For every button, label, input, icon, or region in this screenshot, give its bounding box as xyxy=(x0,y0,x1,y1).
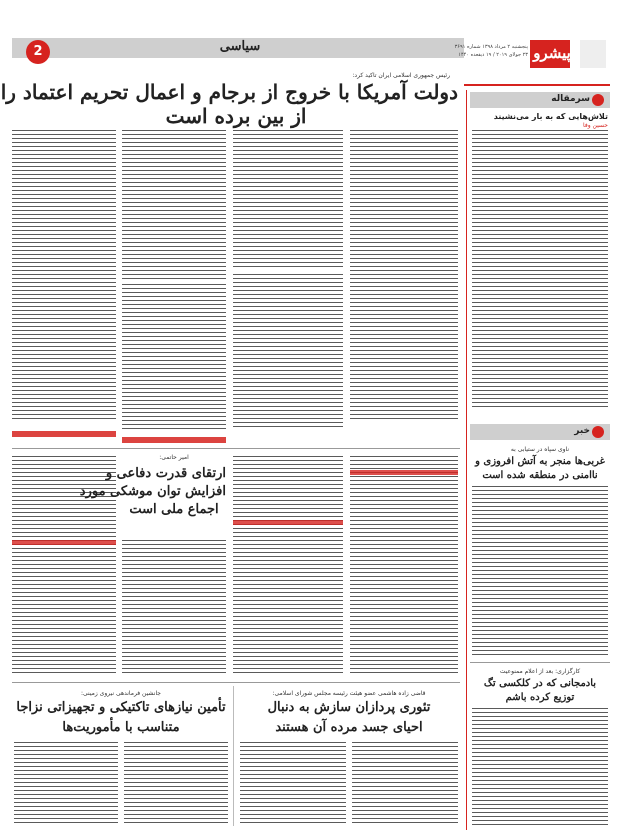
main-article-column-3b xyxy=(122,284,226,432)
side-story-1-kicker: ناوی سپاه در ستیابی به xyxy=(510,446,570,453)
editorial-author: حسین وفا xyxy=(583,122,608,129)
date-line-secondary: ۲۳ جولای ۲۰۱۹ / ۱۹ ذیقعده ۱۴۴۰ xyxy=(458,52,528,58)
red-subhead-2 xyxy=(122,437,226,443)
main-headline-line-1: دولت آمریکا با خروج از برجام و اعمال تحریم اعتماد را xyxy=(0,80,458,104)
editorial-label: سرمقاله xyxy=(551,94,590,104)
main-article-column-2 xyxy=(233,130,343,270)
bottom-column-rule xyxy=(233,686,234,826)
main-article-column-4b xyxy=(12,282,116,422)
mid-story-headline-line-2: افزایش توان موشکی مورد xyxy=(79,484,226,499)
bottom-left-column-1 xyxy=(124,742,228,826)
bottom-right-headline-line-2: احیای جسد مرده آن هستند xyxy=(275,720,423,735)
divider xyxy=(12,448,460,449)
bottom-left-kicker: جانشین فرماندهی نیروی زمینی: xyxy=(80,690,161,697)
date-line: پنجشنبه ۲ مرداد ۱۳۹۸ شماره ۳۶۹۱ xyxy=(454,44,528,50)
side-story-1-headline-line-2: ناامنی در منطقه شده است xyxy=(482,470,598,481)
side-story-1-body xyxy=(472,486,608,656)
mid-center-red-subhead xyxy=(233,520,343,525)
sidebar-divider xyxy=(470,662,610,663)
main-article-column-3 xyxy=(122,130,226,282)
news-bullet-icon xyxy=(592,426,604,438)
bottom-right-headline-line-1: تئوری پردازان سازش به دنبال xyxy=(267,700,431,715)
page-number: 2 xyxy=(33,44,43,59)
mid-center-column xyxy=(233,456,343,676)
main-article-column-2b xyxy=(233,274,343,430)
side-story-1-headline-line-1: غربی‌ها منجر به آتش افروزی و xyxy=(475,456,605,467)
sidebar-rule xyxy=(466,90,467,830)
divider-bottom xyxy=(12,682,460,683)
editorial-body xyxy=(472,130,608,410)
bottom-left-headline-line-1: تأمین نیازهای تاکتیکی و تجهیزاتی نزاجا xyxy=(16,700,226,715)
editorial-title: تلاش‌هایی که به بار می‌نشیند xyxy=(493,112,608,121)
side-story-2-body xyxy=(472,708,608,826)
main-article-column-1 xyxy=(350,130,458,422)
section-title: سیاسی xyxy=(219,39,261,54)
side-story-2-headline-line-1: بادمجانی که در کلکسی تگ xyxy=(483,678,597,689)
editorial-bullet-icon xyxy=(592,94,604,106)
main-headline-line-2: از بین برده است xyxy=(165,104,307,128)
mid-story-body xyxy=(122,540,226,676)
mid-story-headline-line-1: ارتقای قدرت دفاعی و xyxy=(105,466,226,481)
mid-story-kicker: امیر حاتمی: xyxy=(159,454,189,461)
side-story-2-headline-line-2: توزیع کرده باشم xyxy=(505,692,575,703)
mid-story-headline-line-3: اجماع ملی است xyxy=(129,502,219,517)
main-article-column-4 xyxy=(12,130,116,280)
bottom-left-column-2 xyxy=(14,742,118,826)
logo: پیشرو xyxy=(533,44,571,62)
mid-right-red-subhead xyxy=(350,470,458,475)
main-kicker: رئیس جمهوری اسلامی ایران تاکید کرد: xyxy=(352,72,450,79)
side-story-2-kicker: کارگزاری: بعد از اعلام ممنوعیت xyxy=(499,668,581,675)
mid-left-red-subhead xyxy=(12,540,116,545)
news-label: خبر xyxy=(574,426,590,436)
bottom-right-kicker: قاضی زاده هاشمی عضو هیئت رئیسه مجلس شورای اسلامی: xyxy=(272,690,426,697)
bottom-right-column-1 xyxy=(352,742,458,826)
masthead-tagline-box xyxy=(580,40,606,68)
mid-right-column xyxy=(350,456,458,676)
bottom-left-headline-line-2: متناسب با مأموریت‌ها xyxy=(62,720,180,735)
bottom-right-column-2 xyxy=(240,742,346,826)
red-subhead-1 xyxy=(12,431,116,437)
